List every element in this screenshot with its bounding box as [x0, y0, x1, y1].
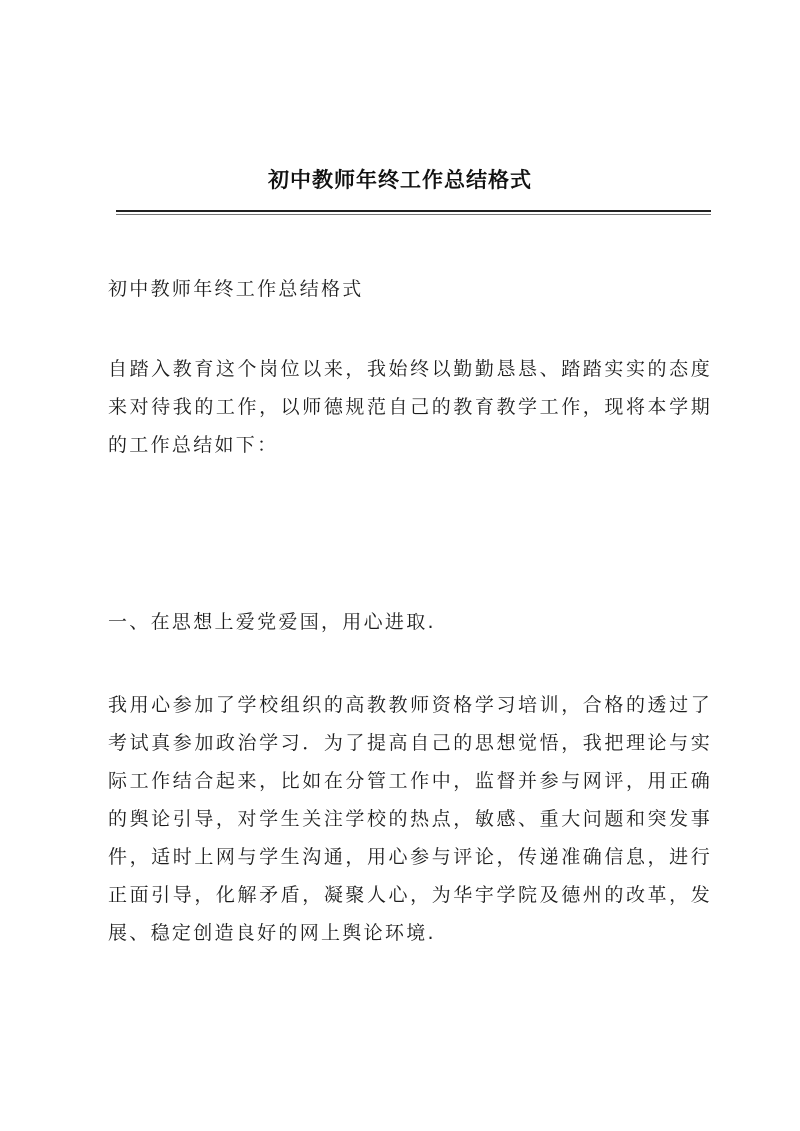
title-divider — [116, 210, 711, 212]
section-1-body: 我用心参加了学校组织的高教教师资格学习培训，合格的透过了考试真参加政治学习．为了提高自己的思想觉悟，我把理论与实际工作结合起来，比如在分管工作中，监督并参与网评，用正确的舆论引导，对学生关注学校的热点，敏感、重大问题和突发事件，适时上网与学生沟通，用心参与评论，传递准确信息，进行正面引导，化解矛盾，凝聚人心，为华宇学院及德州的改革，发展、稳定创造良好的网上舆论环境. — [108, 694, 712, 944]
document-title: 初中教师年终工作总结格式 — [268, 167, 532, 192]
document-subtitle: 初中教师年终工作总结格式 — [108, 278, 364, 300]
intro-paragraph: 自踏入教育这个岗位以来，我始终以勤勤恳恳、踏踏实实的态度来对待我的工作，以师德规范自己的教育教学工作，现将本学期的工作总结如下： — [108, 358, 712, 456]
section-1-heading: 一、在思想上爱党爱国，用心进取. — [108, 611, 436, 633]
title-divider-thin — [116, 214, 711, 215]
